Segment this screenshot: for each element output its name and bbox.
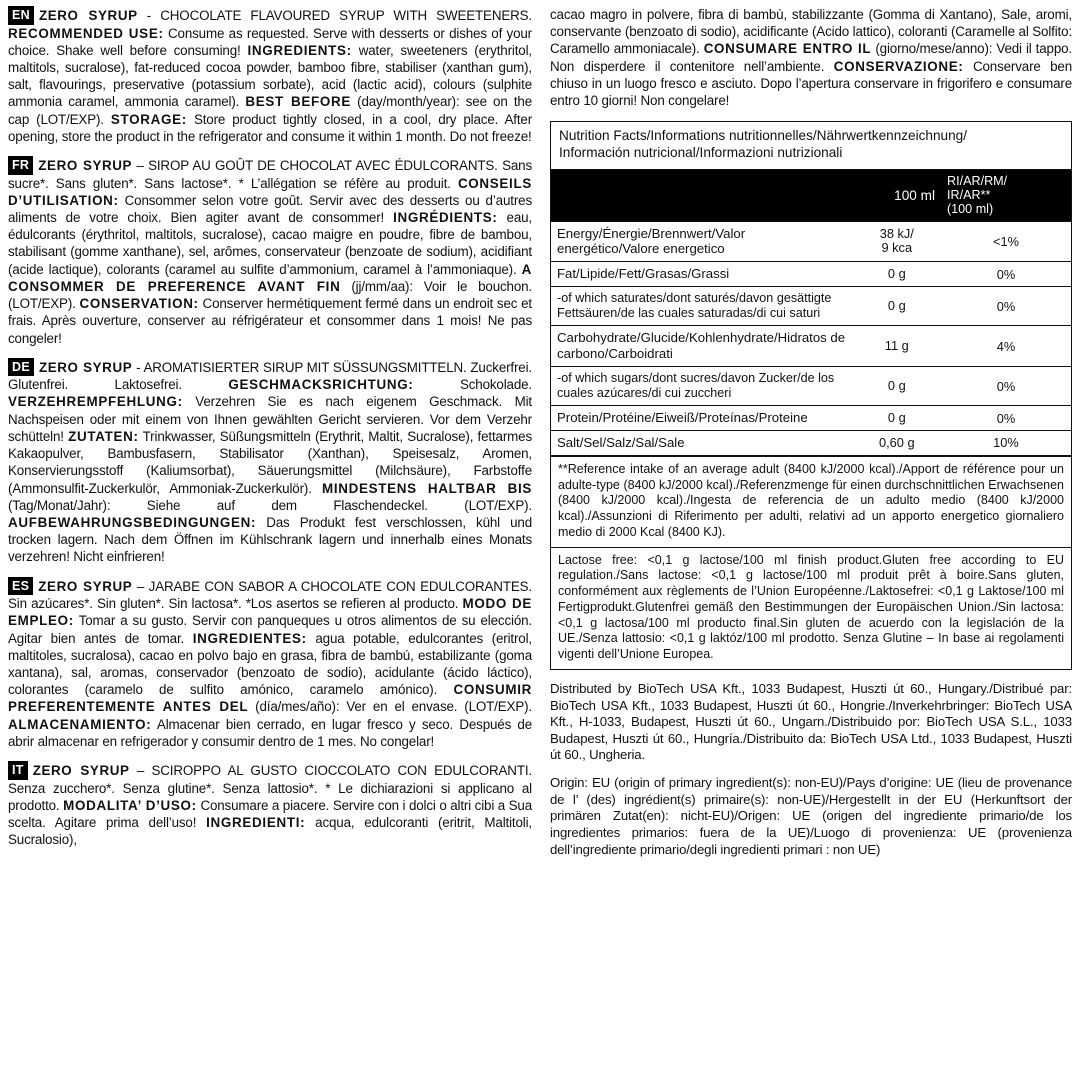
- nutrition-header-amount: 100 ml: [853, 170, 941, 221]
- amount-line1: 38 kJ/: [879, 225, 914, 241]
- nutrient-amount: 11 g: [853, 326, 941, 367]
- nutrient-name: Fat/Lipide/Fett/Grasas/Grassi: [551, 262, 853, 287]
- table-row: [551, 367, 1071, 406]
- amount-line2: 9 kca: [881, 240, 913, 256]
- ri-line2: IR/AR**: [946, 188, 991, 203]
- ri-line1: RI/AR/RM/: [946, 174, 1008, 189]
- nutrition-header-ri: [941, 170, 1071, 221]
- distributor-paragraph: Distributed by BioTech USA Kft., 1033 Budapest, Huszti út 60., Hungary./Distribué par: BioTech USA Kft., 1033 Budapest, Huszti út 60., Hongrie./Inverkehrbringer: BioTech USA Kft., H-1033, Budapest, Huszti út 60., Ungarn./Distribuido por: BioTech USA S.L., 1033 Budapest, Huszti út 60., Hungría./Distribuito da: BioTech USA Ltd., 1033 Budapest, Huszti út 60., Ungheria.: [550, 680, 1072, 763]
- language-block-fr: FR ZERO SYRUP – SIROP AU GOÛT DE CHOCOLAT AVEC ÉDULCORANTS. Sans sucre*. Sans gluten*. Sans lactose*. * L’allégation se réfère au produit. CONSEILS D’UTILISATION: Consommer selon votre goût. Servir avec des desserts ou d’autres aliments de votre choix. Bien agiter avant de consommer! INGRÉDIENTS: eau, édulcorants (érythritol, maltitols, sucralose), cacao maigre en poudre, fibre de bambou, stabilisant (gomme xanthane), sel, arômes, conservateur (benzoate de sodium), acidifiant (acide lactique), colorants (caramel au sulfite d’ammonium, caramel à l’ammoniaque). A CONSOMMER DE PREFERENCE AVANT FIN (jj/mm/aa): Voir le bouchon. (LOT/EXP). CONSERVATION: Conserver hermétiquement fermé dans un endroit sec et frais. Après ouverture, conserver au réfrigérateur et consommer dans 1 mois! Ne pas congeler!: [8, 158, 532, 346]
- nutrient-name: Energy/Énergie/Brennwert/Valor energético/Valore energetico: [551, 221, 853, 262]
- table-row: [551, 287, 1071, 326]
- nutrient-ri: 0%: [941, 287, 1071, 326]
- right-column: [542, 6, 1072, 1076]
- nutrient-ri: 4%: [941, 326, 1071, 367]
- table-row: [551, 431, 1071, 456]
- nutrient-name: -of which sugars/dont sucres/davon Zucker/de los cuales azúcares/di cui zuccheri: [551, 367, 853, 406]
- language-block-it: IT ZERO SYRUP – SCIROPPO AL GUSTO CIOCCOLATO CON EDULCORANTI. Senza zucchero*. Senza glutine*. Senza lattosio*. * Le dichiarazioni si applicano al prodotto. MODALITA’ D’USO: Consumare a piacere. Servire con i dolci o altri cibi a Sua scelta. Agitare prima dell’uso! INGREDIENTI: acqua, edulcoranti (eritrit, Maltitoli, Sucralosio),: [8, 763, 533, 848]
- table-row: [551, 406, 1071, 431]
- nutrition-title-line2: Información nutricional/Informazioni nutrizionali: [559, 145, 843, 161]
- nutrition-header-blank: [551, 170, 853, 221]
- origin-paragraph: Origin: EU (origin of primary ingredient(s): non-EU)/Pays d’origine: UE (lieu de provenance de l’ (des) ingrédient(s) primaire(s): non-UE)/Hergestellt in der EU (Herkunftsort der primären Zutat(en): nicht-EU)/Origen: UE (origen del ingrediente primario/de los ingredientes primarios: fuera de la UE)/Luogo di provenienza: UE (provenienza dell’ingrediente primario/degli ingredienti primari : non UE): [550, 775, 1072, 857]
- nutrient-amount: 0 g: [853, 262, 941, 287]
- nutrient-ri: 10%: [941, 431, 1071, 456]
- nutrition-table-title: [551, 122, 1071, 170]
- nutrition-values-table: [551, 170, 1071, 456]
- nutrient-amount: 0 g: [853, 367, 941, 406]
- language-block-it-continuation: cacao magro in polvere, fibra di bambù, stabilizzante (Gomma di Xantano), Sale, aromi, conservante (benzoato di sodio), acidificante (Acido lattico), coloranti (Caramelle al Solfito: Caramello ammoniacale). CONSUMARE ENTRO IL (giorno/mese/anno): Vedi il tappo. Non disperdere il contenitore nell’ambiente. CONSERVAZIONE: Conservare ben chiuso in un luogo fresco e asciuto. Dopo l’apertura conservare in frigorifero e consumare entro 10 giorni! Non congelare!: [550, 7, 1072, 109]
- nutrient-amount: 0 g: [853, 287, 941, 326]
- nutrition-title-line1: Nutrition Facts/Informations nutritionnelles/Nährwertkennzeichnung/: [559, 128, 968, 144]
- ri-line3: (100 ml): [946, 202, 994, 217]
- nutrient-ri: 0%: [941, 406, 1071, 431]
- nutrition-facts-table: [550, 121, 1072, 670]
- language-block-en: EN ZERO SYRUP - CHOCOLATE FLAVOURED SYRUP WITH SWEETENERS. RECOMMENDED USE: Consume as requested. Serve with desserts or dishes of your choice. Shake well before consuming! INGREDIENTS: water, sweeteners (erythritol, maltitols, sucralose), fat-reduced cocoa powder, bamboo fibre, stabiliser (xanthan gum), salt, flavourings, preservative (potassium sorbate), acid (lactic acid), colours (sulphite ammonia caramel, ammonia caramel). BEST BEFORE (day/month/year): see on the cap (LOT/EXP). STORAGE: Store product tightly closed, in a cool, dry place. After opening, store the product in the refrigerator and consume it within 1 month. Do not freeze!: [8, 8, 532, 144]
- nutrition-header-row: [551, 170, 1071, 221]
- language-block-es: ES ZERO SYRUP – JARABE CON SABOR A CHOCOLATE CON EDULCORANTES. Sin azúcares*. Sin gluten*. Sin lactosa*. *Los asertos se refieren al producto. MODO DE EMPLEO: Tomar a su gusto. Servir con panqueques u otros alimentos de su elección. Agitar bien antes de tomar. INGREDIENTES: agua potable, edulcorantes (eritrol, maltitoles, sucralosa), cacao en polvo bajo en grasa, fibra de bambú, estabilizante (goma xantana), sal, aromas, conservador (benzoato de sodio), acidulante (ácido láctico), colorantes (caramelo de sulfito amónico, caramelo amónico). CONSUMIR PREFERENTEMENTE ANTES DEL (día/mes/año): Ver en el envase. (LOT/EXP). ALMACENAMIENTO: Almacenar bien cerrado, en lugar fresco y seco. Después de abrir almacenar en refrigerador y consumir dentro de 1 mes. No congelar!: [8, 578, 532, 749]
- nutrient-name: Carbohydrate/Glucide/Kohlenhydrate/Hidratos de carbono/Carboidrati: [551, 326, 853, 367]
- nutrient-amount: 0,60 g: [853, 431, 941, 456]
- nutrient-ri: <1%: [941, 221, 1071, 262]
- table-row: [551, 326, 1071, 367]
- left-column: [8, 6, 542, 1076]
- nutrient-name: -of which saturates/dont saturés/davon gesättigte Fettsäuren/de las cuales saturadas/di cui saturi: [551, 287, 853, 326]
- reference-intake-footnote: **Reference intake of an average adult (8400 kJ/2000 kcal)./Apport de référence pour un adulte-type (8400 kJ/2000 kcal)./Referenzmenge für einen durchschnittlichen Erwachsenen (8400 kJ/2000 kcal)./Ingesta de referencia de un adulto medio (8400 kJ/2000 kcal)./Assunzioni di Riferimento per adulti, relativi ad un apporto energetico giornaliero medio di 2000 Kcal (8400 KJ).: [551, 456, 1071, 547]
- table-row: [551, 221, 1071, 262]
- nutrient-ri: 0%: [941, 262, 1071, 287]
- nutrient-name: Salt/Sel/Salz/Sal/Sale: [551, 431, 853, 456]
- nutrient-amount: 0 g: [853, 406, 941, 431]
- lactose-gluten-footnote: Lactose free: <0,1 g lactose/100 ml finish product.Gluten free according to EU regulation./Sans lactose: <0,1 g lactose/100 ml produit prêt à boire.Sans gluten, conformément aux règlements de l’Union Européenne./Laktosefrei: <0,1 g Laktose/100 ml Fertigprodukt.Glutenfrei gemäß den Bestimmungen der Europäischen Union./Sin lactosa: <0,1 g lactosa/100 ml producto final.Sin gluten de acuerdo con la legislación de la UE./Senza lattosio: <0,1 g laktóz/100 ml prodotto. Senza Glutine – In base ai regolamenti vigenti dell’Unione Europea.: [551, 547, 1071, 669]
- nutrient-amount: [853, 221, 941, 262]
- table-row: [551, 262, 1071, 287]
- nutrient-name: Protein/Protéine/Eiweiß/Proteínas/Proteine: [551, 406, 853, 431]
- nutrient-ri: 0%: [941, 367, 1071, 406]
- language-block-de: DE ZERO SYRUP - AROMATISIERTER SIRUP MIT SÜSSUNGSMITTELN. Zuckerfrei. Glutenfrei. Laktosefrei. GESCHMACKSRICHTUNG: Schokolade. VERZEHREMPFEHLUNG: Verzehren Sie es nach eigenem Geschmack. Mit Nachspeisen oder mit einem von Ihnen gewählten Gericht servieren. Vor dem Verzehr schütteln! ZUTATEN: Trinkwasser, Süßungsmitteln (Erythrit, Maltit, Sucralose), fettarmes Kakaopulver, Bambusfasern, Stabilisator (Xanthan), Speisesalz, Aromen, Konservierungsstoff (Kaliumsorbat), Säuerungsmittel (Milchsäure), Farbstoffe (Ammonsulfit-Zuckerkulör, Ammoniak-Zuckerkulör). MINDESTENS HALTBAR BIS (Tag/Monat/Jahr): Siehe auf dem Flaschendeckel. (LOT/EXP). AUFBEWAHRUNGSBEDINGUNGEN: Das Produkt fest verschlossen, kühl und trocken lagern. Nach dem Öffnen im Kühlschrank lagern und innerhalb eines Monats verzehren! Nicht einfrieren!: [8, 359, 532, 565]
